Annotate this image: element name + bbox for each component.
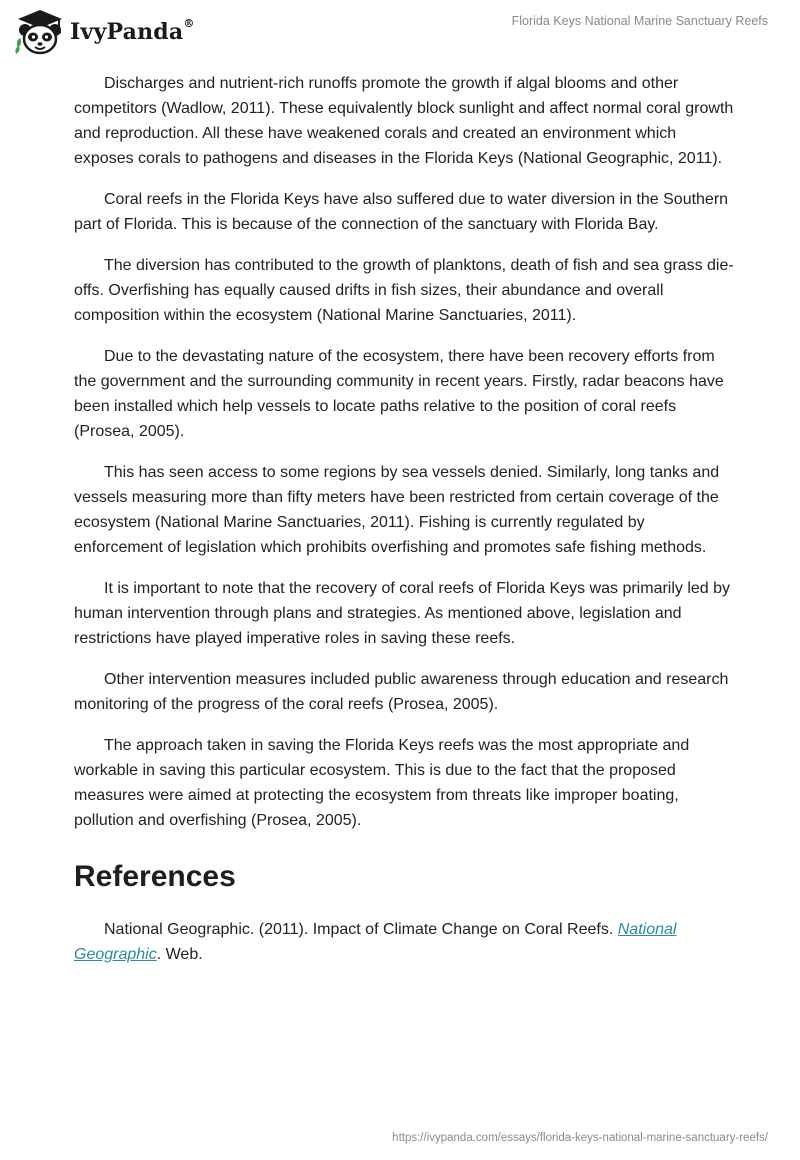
- paragraph: Other intervention measures included public awareness through education and research monitoring of the progress of the coral reefs (Prosea, 2005).: [74, 671, 729, 713]
- panda-graduate-icon: [14, 8, 66, 56]
- document-title: Florida Keys National Marine Sanctuary Reefs: [511, 14, 768, 28]
- paragraph: Coral reefs in the Florida Keys have also suffered due to water diversion in the Southern part of Florida. This is because of the connection of the sanctuary with Florida Bay.: [74, 191, 729, 233]
- brand-logo[interactable]: [14, 8, 195, 56]
- essay-body: [74, 71, 734, 983]
- source-url[interactable]: https://ivypanda.com/essays/florida-keys-national-marine-sanctuary-reefs/: [392, 1132, 768, 1144]
- paragraph: This has seen access to some regions by sea vessels denied. Similarly, long tanks and vessels measuring more than fifty meters have been restricted from certain coverage of the ecosystem (National Marine Sanctuaries, 2011). Fishing is currently regulated by enforcement of legislation which prohibits overfishing and promotes safe fishing methods.: [74, 464, 720, 556]
- paragraph: The approach taken in saving the Florida Keys reefs was the most appropriate and workable in saving this particular ecosystem. This is due to the fact that the proposed measures were aimed at protecting the ecosystem from threats like improper boating, pollution and overfishing (Prosea, 2005).: [74, 737, 690, 829]
- reference-item: [74, 917, 734, 967]
- paragraph: It is important to note that the recovery of coral reefs of Florida Keys was primarily led by human intervention through plans and strategies. As mentioned above, legislation and restrictions have played imperative roles in saving these reefs.: [74, 580, 731, 647]
- brand-name: IvyPanda®: [70, 17, 195, 45]
- paragraph: The diversion has contributed to the growth of planktons, death of fish and sea grass die-offs. Overfishing has equally caused drifts in fish sizes, their abundance and overall composition within the ecosystem (National Marine Sanctuaries, 2011).: [74, 257, 734, 324]
- paragraph: Due to the devastating nature of the ecosystem, there have been recovery efforts from the government and the surrounding community in recent years. Firstly, radar beacons have been installed which help vessels to locate paths relative to the position of coral reefs (Prosea, 2005).: [74, 348, 724, 440]
- reference-link[interactable]: National Geographic: [74, 921, 677, 963]
- reference-suffix: . Web.: [156, 946, 203, 963]
- references-heading: References: [74, 860, 236, 893]
- paragraph: Discharges and nutrient-rich runoffs promote the growth if algal blooms and other competitors (Wadlow, 2011). These equivalently block sunlight and affect normal coral growth and reproduction. All these have weakened corals and created an environment which exposes corals to pathogens and diseases in the Florida Keys (National Geographic, 2011).: [74, 75, 734, 167]
- page-header: [0, 0, 800, 60]
- reference-text: National Geographic. (2011). Impact of Climate Change on Coral Reefs.: [104, 921, 618, 938]
